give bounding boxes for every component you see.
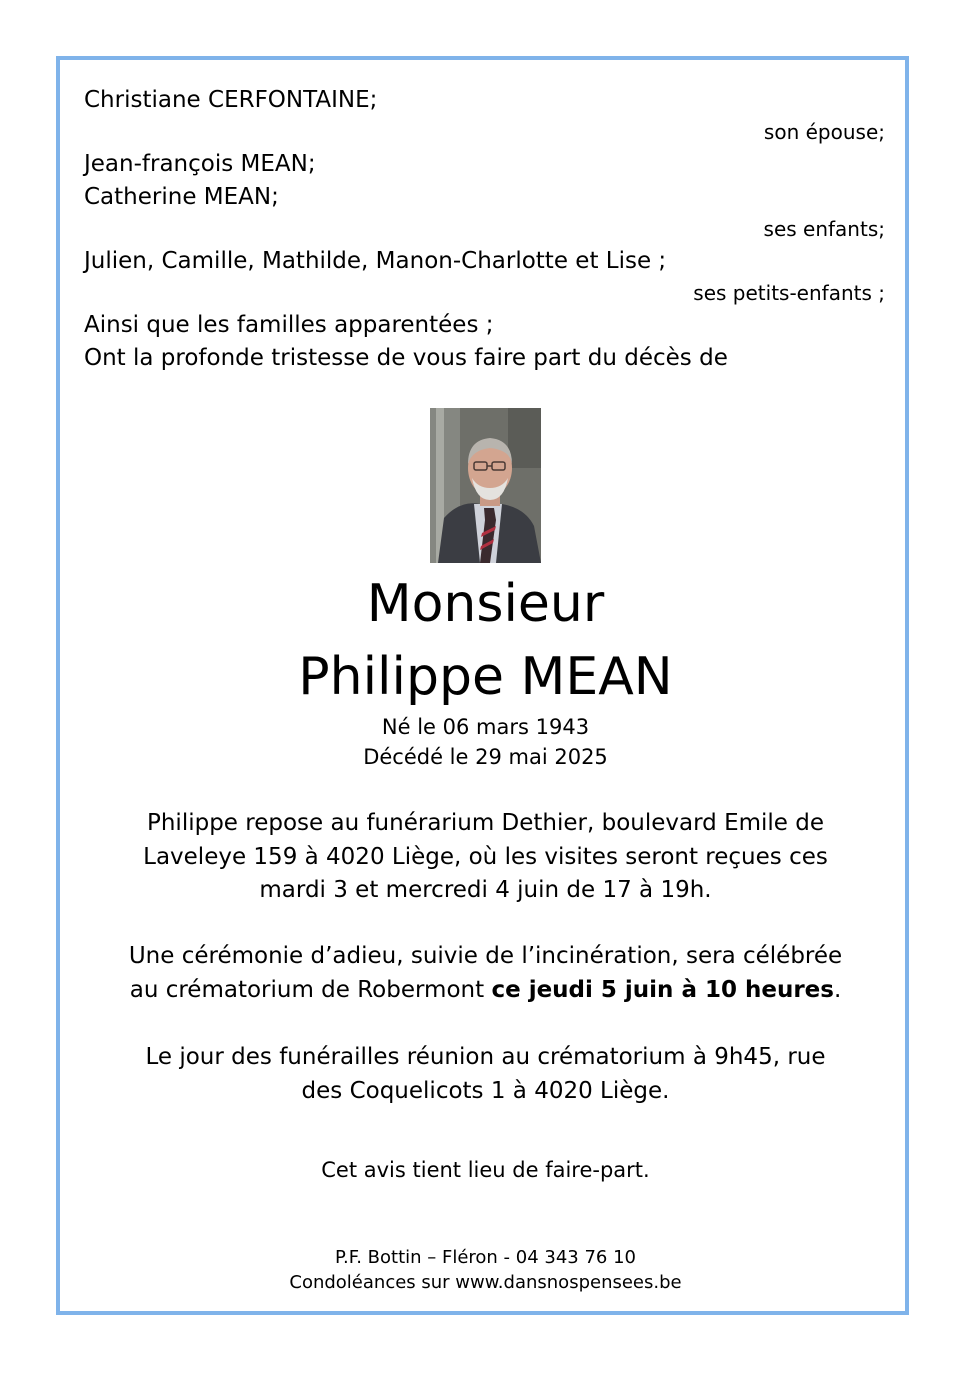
visitation-paragraph — [0, 807, 971, 908]
undertaker-info: P.F. Bottin – Fléron - 04 343 76 10 — [334, 1247, 637, 1268]
ceremony-period: . — [833, 976, 842, 1003]
death-date: Décédé le 29 mai 2025 — [363, 745, 608, 769]
meeting-paragraph — [0, 1041, 971, 1108]
ceremony-location: au crématorium de Robermont — [129, 976, 492, 1003]
relatives-line: Ainsi que les familles apparentées ; — [84, 312, 494, 338]
child-name: Jean-françois MEAN; — [84, 151, 316, 177]
ceremony-paragraph — [0, 940, 971, 1007]
spouse-role: son épouse; — [763, 120, 885, 144]
visitation-line: Philippe repose au funérarium Dethier, boulevard Emile de — [146, 810, 825, 836]
meeting-line: des Coquelicots 1 à 4020 Liège. — [301, 1077, 670, 1104]
condolences-info: Condoléances sur www.dansnospensees.be — [289, 1272, 682, 1293]
child-name: Catherine MEAN; — [84, 184, 279, 210]
notice-text: Cet avis tient lieu de faire-part. — [321, 1158, 650, 1182]
grandchildren-role: ses petits-enfants ; — [693, 281, 885, 305]
grandchildren-names: Julien, Camille, Mathilde, Manon-Charlotte et Lise ; — [84, 248, 667, 274]
spouse-name: Christiane CERFONTAINE; — [84, 87, 378, 113]
birth-date: Né le 06 mars 1943 — [381, 715, 590, 739]
ceremony-datetime: ce jeudi 5 juin à 10 heures — [491, 976, 834, 1003]
visitation-line: mardi 3 et mercredi 4 juin de 17 à 19h. — [259, 877, 712, 903]
ceremony-line: Une cérémonie d’adieu, suivie de l’incinération, sera célébrée — [128, 943, 843, 969]
deceased-title: Monsieur — [366, 574, 605, 634]
meeting-line: Le jour des funérailles réunion au crématorium à 9h45, rue — [145, 1044, 826, 1070]
announcement-line: Ont la profonde tristesse de vous faire part du décès de — [84, 345, 728, 371]
visitation-line: Laveleye 159 à 4020 Liège, où les visites seront reçues ces — [143, 843, 828, 870]
children-role: ses enfants; — [763, 217, 885, 241]
deceased-name: Philippe MEAN — [298, 647, 673, 707]
ceremony-line — [0, 974, 971, 1008]
portrait-photo — [430, 408, 541, 563]
